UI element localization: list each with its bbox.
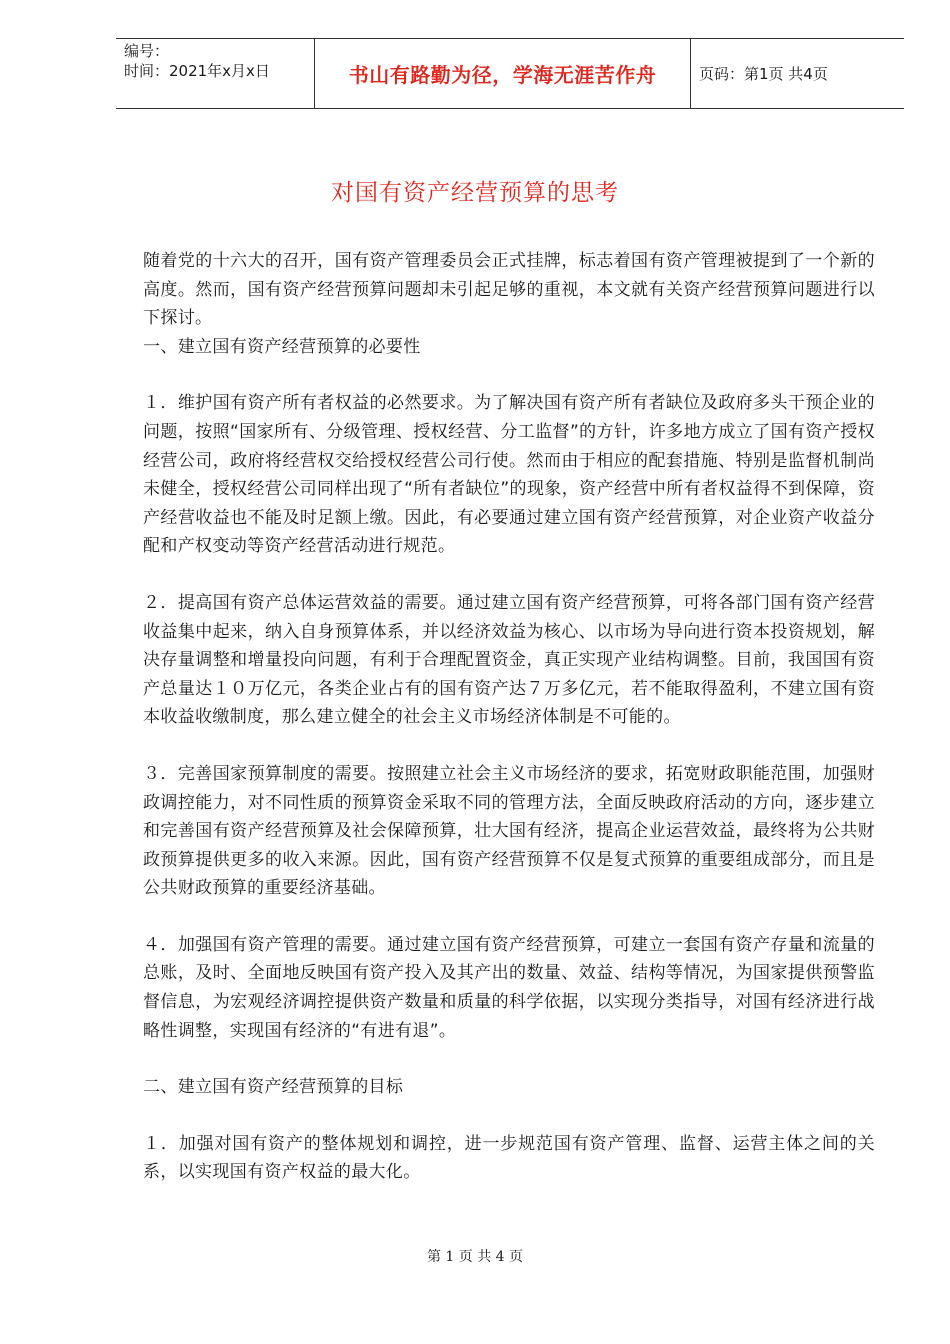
section-heading-1: 一、建立国有资产经营预算的必要性: [143, 336, 421, 357]
paragraph-intro: 随着党的十六大的召开，国有资产管理委员会正式挂牌，标志着国有资产管理被提到了一个新的高度。然而，国有资产经营预算问题却未引起足够的重视，本文就有关资产经营预算问题进行以下探讨。: [143, 251, 875, 329]
paragraph-2-1: １．加强对国有资产的整体规划和调控，进一步规范国有资产管理、监督、运营主体之间的关系，以实现国有资产权益的最大化。: [143, 1133, 875, 1183]
paragraph-1-2: ２．提高国有资产总体运营效益的需要。通过建立国有资产经营预算，可将各部门国有资产经营收益集中起来，纳入自身预算体系，并以经济效益为核心、以市场为导向进行资本投资规划，解决存量调整和增量投向问题，有利于合理配置资金，真正实现产业结构调整。目前，我国国有资产总量达１０万亿元，各类企业占有的国有资产达７万多亿元，若不能取得盈利，不建立国有资本收益收缴制度，那么建立健全的社会主义市场经济体制是不可能的。: [143, 592, 875, 728]
paragraph-1-1: １．维护国有资产所有者权益的必然要求。为了解决国有资产所有者缺位及政府多头干预企业的问题，按照“国家所有、分级管理、授权经营、分工监督”的方针，许多地方成立了国有资产授权经营公司，政府将经营权交给授权经营公司行使。然而由于相应的配套措施、特别是监督机制尚未健全，授权经营公司同样出现了“所有者缺位”的现象，资产经营中所有者权益得不到保障，资产经营收益也不能及时足额上缴。因此，有必要通过建立国有资产经营预算，对企业资产收益分配和产权变动等资产经营活动进行规范。: [143, 393, 875, 557]
paragraph-1-3: ３．完善国家预算制度的需要。按照建立社会主义市场经济的要求，拓宽财政职能范围，加强财政调控能力，对不同性质的预算资金采取不同的管理方法，全面反映政府活动的方向，逐步建立和完善国有资产经营预算及社会保障预算，壮大国有经济，提高企业运营效益，最终将为公共财政预算提供更多的收入来源。因此，国有资产经营预算不仅是复式预算的重要组成部分，而且是公共财政预算的重要经济基础。: [143, 763, 875, 899]
paragraph-1-4: ４．加强国有资产管理的需要。通过建立国有资产经营预算，可建立一套国有资产存量和流量的总账，及时、全面地反映国有资产投入及其产出的数量、效益、结构等情况，为国家提供预警监督信息，为宏观经济调控提供资产数量和质量的科学依据，以实现分类指导，对国有经济进行战略性调整，实现国有经济的“有进有退”。: [143, 934, 875, 1041]
header-number: 编号：: [124, 42, 170, 60]
document-body: [143, 247, 875, 1187]
page-footer: 第 1 页 共 4 页: [426, 1249, 524, 1265]
header-time: 时间：2021年x月x日: [124, 62, 270, 80]
section-heading-2: 二、建立国有资产经营预算的目标: [143, 1077, 404, 1098]
header-table: [116, 38, 904, 109]
document-title: 对国有资产经营预算的思考: [331, 180, 619, 206]
header-motto: 书山有路勤为径，学海无涯苦作舟: [315, 39, 691, 108]
header-page-info: 页码：第1页 共4页: [699, 65, 828, 83]
header-meta: [116, 39, 315, 108]
